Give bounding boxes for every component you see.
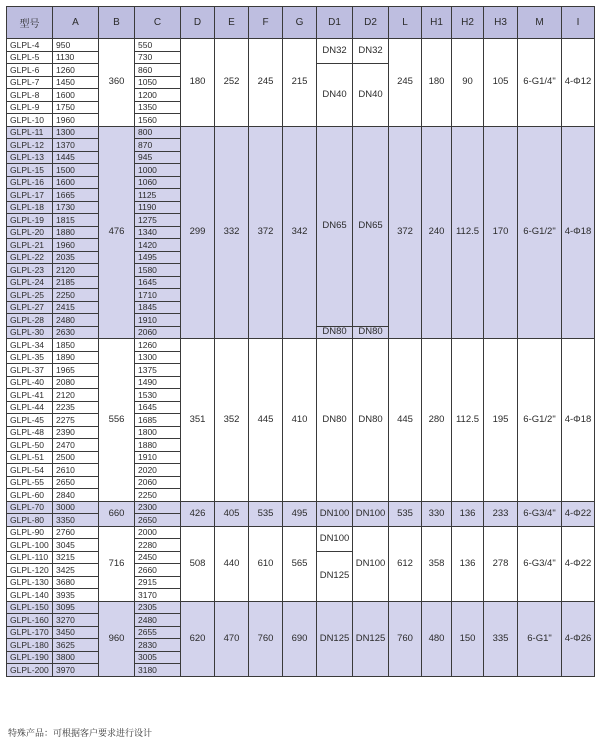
a-cell: 1750 — [53, 101, 99, 114]
e-cell: 440 — [215, 526, 249, 601]
a-cell: 1880 — [53, 226, 99, 239]
header-h1: H1 — [422, 7, 452, 39]
footnote: 特殊产品：可根据客户要求进行设计 — [8, 729, 153, 739]
a-cell: 2760 — [53, 526, 99, 539]
c-cell: 1910 — [135, 314, 181, 327]
model-cell: GLPL-51 — [7, 451, 53, 464]
c-cell: 1050 — [135, 76, 181, 89]
b-cell: 716 — [99, 526, 135, 601]
b-cell: 556 — [99, 339, 135, 502]
m-cell: 6-G3/4" — [518, 526, 562, 601]
h2-cell: 112.5 — [452, 126, 484, 339]
c-cell: 2250 — [135, 489, 181, 502]
c-cell: 1800 — [135, 426, 181, 439]
model-cell: GLPL-170 — [7, 626, 53, 639]
b-cell: 660 — [99, 501, 135, 526]
h3-cell: 105 — [484, 39, 518, 127]
a-cell: 1815 — [53, 214, 99, 227]
d1-cell: DN65 — [317, 126, 353, 326]
g-cell: 410 — [283, 339, 317, 502]
c-cell: 1000 — [135, 164, 181, 177]
model-cell: GLPL-18 — [7, 201, 53, 214]
model-cell: GLPL-4 — [7, 39, 53, 52]
h2-cell: 90 — [452, 39, 484, 127]
a-cell: 2650 — [53, 476, 99, 489]
a-cell: 3680 — [53, 576, 99, 589]
model-cell: GLPL-41 — [7, 389, 53, 402]
d2-cell: DN80 — [353, 326, 389, 339]
c-cell: 860 — [135, 64, 181, 77]
i-cell: 4-Φ22 — [562, 526, 595, 601]
a-cell: 2120 — [53, 389, 99, 402]
d-cell: 426 — [181, 501, 215, 526]
h2-cell: 136 — [452, 526, 484, 601]
model-cell: GLPL-55 — [7, 476, 53, 489]
header-f: F — [249, 7, 283, 39]
c-cell: 3005 — [135, 651, 181, 664]
d-cell: 508 — [181, 526, 215, 601]
c-cell: 2000 — [135, 526, 181, 539]
a-cell: 2035 — [53, 251, 99, 264]
d2-cell: DN100 — [353, 526, 389, 601]
a-cell: 2120 — [53, 264, 99, 277]
c-cell: 1350 — [135, 101, 181, 114]
f-cell: 760 — [249, 601, 283, 676]
table-row — [7, 501, 595, 514]
e-cell: 470 — [215, 601, 249, 676]
c-cell: 1845 — [135, 301, 181, 314]
d1-cell: DN80 — [317, 326, 353, 339]
header-g: G — [283, 7, 317, 39]
c-cell: 870 — [135, 139, 181, 152]
model-cell: GLPL-17 — [7, 189, 53, 202]
e-cell: 352 — [215, 339, 249, 502]
c-cell: 1710 — [135, 289, 181, 302]
a-cell: 2500 — [53, 451, 99, 464]
a-cell: 3425 — [53, 564, 99, 577]
model-cell: GLPL-37 — [7, 364, 53, 377]
model-cell: GLPL-180 — [7, 639, 53, 652]
c-cell: 1495 — [135, 251, 181, 264]
model-cell: GLPL-11 — [7, 126, 53, 139]
model-cell: GLPL-60 — [7, 489, 53, 502]
header-h3: H3 — [484, 7, 518, 39]
h3-cell: 335 — [484, 601, 518, 676]
c-cell: 2020 — [135, 464, 181, 477]
d1-cell: DN40 — [317, 64, 353, 127]
table-row — [7, 339, 595, 352]
c-cell: 1375 — [135, 364, 181, 377]
c-cell: 1060 — [135, 176, 181, 189]
a-cell: 1730 — [53, 201, 99, 214]
model-cell: GLPL-28 — [7, 314, 53, 327]
c-cell: 2480 — [135, 614, 181, 627]
model-cell: GLPL-8 — [7, 89, 53, 102]
c-cell: 1125 — [135, 189, 181, 202]
c-cell: 1645 — [135, 401, 181, 414]
model-cell: GLPL-190 — [7, 651, 53, 664]
model-cell: GLPL-90 — [7, 526, 53, 539]
c-cell: 2655 — [135, 626, 181, 639]
header-i: I — [562, 7, 595, 39]
a-cell: 2235 — [53, 401, 99, 414]
model-cell: GLPL-54 — [7, 464, 53, 477]
d2-cell: DN40 — [353, 64, 389, 127]
model-cell: GLPL-25 — [7, 289, 53, 302]
a-cell: 2610 — [53, 464, 99, 477]
model-cell: GLPL-10 — [7, 114, 53, 127]
e-cell: 252 — [215, 39, 249, 127]
d2-cell: DN125 — [353, 601, 389, 676]
header-row — [7, 7, 595, 39]
h2-cell: 112.5 — [452, 339, 484, 502]
header-d1: D1 — [317, 7, 353, 39]
c-cell: 800 — [135, 126, 181, 139]
l-cell: 372 — [389, 126, 422, 339]
h2-cell: 150 — [452, 601, 484, 676]
g-cell: 215 — [283, 39, 317, 127]
m-cell: 6-G1" — [518, 601, 562, 676]
h3-cell: 195 — [484, 339, 518, 502]
a-cell: 3800 — [53, 651, 99, 664]
model-cell: GLPL-9 — [7, 101, 53, 114]
model-cell: GLPL-100 — [7, 539, 53, 552]
model-cell: GLPL-120 — [7, 564, 53, 577]
i-cell: 4-Φ26 — [562, 601, 595, 676]
c-cell: 1275 — [135, 214, 181, 227]
i-cell: 4-Φ12 — [562, 39, 595, 127]
header-c: C — [135, 7, 181, 39]
a-cell: 1960 — [53, 114, 99, 127]
header-d2: D2 — [353, 7, 389, 39]
h1-cell: 240 — [422, 126, 452, 339]
f-cell: 445 — [249, 339, 283, 502]
h1-cell: 280 — [422, 339, 452, 502]
header-a: A — [53, 7, 99, 39]
m-cell: 6-G1/2" — [518, 339, 562, 502]
f-cell: 245 — [249, 39, 283, 127]
model-cell: GLPL-40 — [7, 376, 53, 389]
header-e: E — [215, 7, 249, 39]
c-cell: 2305 — [135, 601, 181, 614]
a-cell: 1450 — [53, 76, 99, 89]
a-cell: 3350 — [53, 514, 99, 527]
model-cell: GLPL-34 — [7, 339, 53, 352]
c-cell: 1880 — [135, 439, 181, 452]
model-cell: GLPL-80 — [7, 514, 53, 527]
a-cell: 3935 — [53, 589, 99, 602]
l-cell: 612 — [389, 526, 422, 601]
table-row — [7, 39, 595, 52]
g-cell: 342 — [283, 126, 317, 339]
header-h2: H2 — [452, 7, 484, 39]
model-cell: GLPL-23 — [7, 264, 53, 277]
model-cell: GLPL-48 — [7, 426, 53, 439]
table-body — [7, 39, 595, 677]
d1-cell: DN32 — [317, 39, 353, 64]
i-cell: 4-Φ18 — [562, 339, 595, 502]
table-row — [7, 601, 595, 614]
d-cell: 620 — [181, 601, 215, 676]
a-cell: 3625 — [53, 639, 99, 652]
c-cell: 1580 — [135, 264, 181, 277]
l-cell: 760 — [389, 601, 422, 676]
a-cell: 2480 — [53, 314, 99, 327]
d-cell: 180 — [181, 39, 215, 127]
h2-cell: 136 — [452, 501, 484, 526]
c-cell: 1200 — [135, 89, 181, 102]
c-cell: 2060 — [135, 476, 181, 489]
model-cell: GLPL-7 — [7, 76, 53, 89]
model-cell: GLPL-6 — [7, 64, 53, 77]
d1-cell: DN100 — [317, 501, 353, 526]
c-cell: 2280 — [135, 539, 181, 552]
c-cell: 1300 — [135, 351, 181, 364]
c-cell: 550 — [135, 39, 181, 52]
g-cell: 495 — [283, 501, 317, 526]
d-cell: 351 — [181, 339, 215, 502]
c-cell: 2450 — [135, 551, 181, 564]
model-cell: GLPL-50 — [7, 439, 53, 452]
a-cell: 1965 — [53, 364, 99, 377]
a-cell: 1445 — [53, 151, 99, 164]
m-cell: 6-G3/4" — [518, 501, 562, 526]
b-cell: 960 — [99, 601, 135, 676]
model-cell: GLPL-35 — [7, 351, 53, 364]
a-cell: 1370 — [53, 139, 99, 152]
d2-cell: DN65 — [353, 126, 389, 326]
d1-cell: DN80 — [317, 339, 353, 502]
model-cell: GLPL-19 — [7, 214, 53, 227]
model-cell: GLPL-44 — [7, 401, 53, 414]
a-cell: 1850 — [53, 339, 99, 352]
c-cell: 2830 — [135, 639, 181, 652]
d1-cell: DN125 — [317, 601, 353, 676]
header-model: 型号 — [7, 7, 53, 39]
a-cell: 3000 — [53, 501, 99, 514]
l-cell: 445 — [389, 339, 422, 502]
c-cell: 2060 — [135, 326, 181, 339]
a-cell: 1665 — [53, 189, 99, 202]
model-cell: GLPL-140 — [7, 589, 53, 602]
model-cell: GLPL-110 — [7, 551, 53, 564]
c-cell: 2650 — [135, 514, 181, 527]
f-cell: 535 — [249, 501, 283, 526]
e-cell: 405 — [215, 501, 249, 526]
a-cell: 3095 — [53, 601, 99, 614]
spec-table — [6, 6, 595, 677]
h3-cell: 233 — [484, 501, 518, 526]
c-cell: 1490 — [135, 376, 181, 389]
f-cell: 610 — [249, 526, 283, 601]
c-cell: 1645 — [135, 276, 181, 289]
b-cell: 476 — [99, 126, 135, 339]
c-cell: 2300 — [135, 501, 181, 514]
a-cell: 2840 — [53, 489, 99, 502]
model-cell: GLPL-45 — [7, 414, 53, 427]
a-cell: 2390 — [53, 426, 99, 439]
f-cell: 372 — [249, 126, 283, 339]
model-cell: GLPL-150 — [7, 601, 53, 614]
c-cell: 1560 — [135, 114, 181, 127]
a-cell: 2080 — [53, 376, 99, 389]
model-cell: GLPL-30 — [7, 326, 53, 339]
d2-cell: DN32 — [353, 39, 389, 64]
a-cell: 3045 — [53, 539, 99, 552]
c-cell: 1530 — [135, 389, 181, 402]
a-cell: 3215 — [53, 551, 99, 564]
model-cell: GLPL-24 — [7, 276, 53, 289]
a-cell: 1300 — [53, 126, 99, 139]
model-cell: GLPL-16 — [7, 176, 53, 189]
model-cell: GLPL-200 — [7, 664, 53, 677]
header-d: D — [181, 7, 215, 39]
table-row — [7, 126, 595, 139]
a-cell: 1890 — [53, 351, 99, 364]
d-cell: 299 — [181, 126, 215, 339]
a-cell: 3970 — [53, 664, 99, 677]
a-cell: 2415 — [53, 301, 99, 314]
header-l: L — [389, 7, 422, 39]
a-cell: 2185 — [53, 276, 99, 289]
c-cell: 2660 — [135, 564, 181, 577]
h1-cell: 180 — [422, 39, 452, 127]
m-cell: 6-G1/2" — [518, 126, 562, 339]
a-cell: 1600 — [53, 89, 99, 102]
table-row — [7, 526, 595, 539]
model-cell: GLPL-160 — [7, 614, 53, 627]
model-cell: GLPL-5 — [7, 51, 53, 64]
a-cell: 1960 — [53, 239, 99, 252]
i-cell: 4-Φ18 — [562, 126, 595, 339]
a-cell: 1500 — [53, 164, 99, 177]
c-cell: 1190 — [135, 201, 181, 214]
a-cell: 3450 — [53, 626, 99, 639]
b-cell: 360 — [99, 39, 135, 127]
header-m: M — [518, 7, 562, 39]
a-cell: 950 — [53, 39, 99, 52]
model-cell: GLPL-22 — [7, 251, 53, 264]
h3-cell: 170 — [484, 126, 518, 339]
a-cell: 2630 — [53, 326, 99, 339]
model-cell: GLPL-12 — [7, 139, 53, 152]
d1-cell: DN125 — [317, 551, 353, 601]
e-cell: 332 — [215, 126, 249, 339]
a-cell: 2470 — [53, 439, 99, 452]
h1-cell: 358 — [422, 526, 452, 601]
c-cell: 1260 — [135, 339, 181, 352]
d2-cell: DN100 — [353, 501, 389, 526]
h1-cell: 480 — [422, 601, 452, 676]
l-cell: 245 — [389, 39, 422, 127]
a-cell: 3270 — [53, 614, 99, 627]
a-cell: 2275 — [53, 414, 99, 427]
m-cell: 6-G1/4" — [518, 39, 562, 127]
g-cell: 565 — [283, 526, 317, 601]
h3-cell: 278 — [484, 526, 518, 601]
d2-cell: DN80 — [353, 339, 389, 502]
model-cell: GLPL-21 — [7, 239, 53, 252]
c-cell: 3180 — [135, 664, 181, 677]
a-cell: 1260 — [53, 64, 99, 77]
l-cell: 535 — [389, 501, 422, 526]
model-cell: GLPL-15 — [7, 164, 53, 177]
c-cell: 1340 — [135, 226, 181, 239]
i-cell: 4-Φ22 — [562, 501, 595, 526]
model-cell: GLPL-20 — [7, 226, 53, 239]
c-cell: 1910 — [135, 451, 181, 464]
d1-cell: DN100 — [317, 526, 353, 551]
a-cell: 2250 — [53, 289, 99, 302]
a-cell: 1130 — [53, 51, 99, 64]
h1-cell: 330 — [422, 501, 452, 526]
c-cell: 730 — [135, 51, 181, 64]
g-cell: 690 — [283, 601, 317, 676]
a-cell: 1600 — [53, 176, 99, 189]
c-cell: 2915 — [135, 576, 181, 589]
model-cell: GLPL-27 — [7, 301, 53, 314]
model-cell: GLPL-130 — [7, 576, 53, 589]
c-cell: 1420 — [135, 239, 181, 252]
c-cell: 945 — [135, 151, 181, 164]
c-cell: 1685 — [135, 414, 181, 427]
c-cell: 3170 — [135, 589, 181, 602]
header-b: B — [99, 7, 135, 39]
model-cell: GLPL-70 — [7, 501, 53, 514]
model-cell: GLPL-13 — [7, 151, 53, 164]
